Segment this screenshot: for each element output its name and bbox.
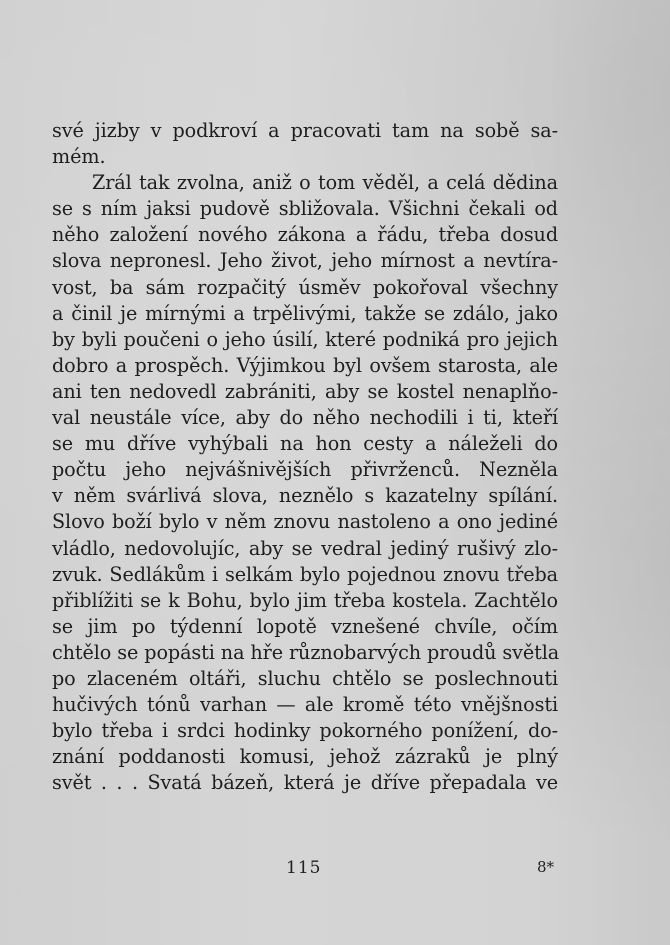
body-text	[52, 118, 558, 796]
text-line: mém.	[52, 145, 106, 169]
text-line: se mu dříve vyhýbali na hon cesty a náleželi do	[52, 432, 558, 456]
text-line: něho založení nového zákona a řádu, třeba dosud	[52, 223, 558, 247]
text-line: chtělo se popásti na hře různobarvých proudů světla	[52, 640, 560, 664]
text-line: přiblížiti se k Bohu, bylo jim třeba kostela. Zachtělo	[52, 588, 558, 612]
text-line: a činil je mírnými a trpělivými, takže se zdálo, jako	[52, 301, 558, 325]
text-line: slova nepronesl. Jeho život, jeho mírnost a nevtíra-	[52, 249, 558, 273]
text-line: by byli poučeni o jeho úsilí, které podniká pro jejich	[52, 327, 558, 351]
text-line: počtu jeho nejvášnivějších přivrženců. Nezněla	[52, 458, 558, 482]
text-line: dobro a prospěch. Výjimkou byl ovšem starosta, ale	[52, 353, 558, 377]
text-line: hučivých tónů varhan — ale kromě této vnějšnosti	[52, 693, 558, 717]
text-line: vost, ba sám rozpačitý úsměv pokořoval všechny	[52, 275, 558, 299]
text-line: vládlo, nedovolujíc, aby se vedral jediný rušivý zlo-	[52, 536, 558, 560]
text-line: bylo třeba i srdci hodinky pokorného ponížení, do-	[52, 719, 558, 743]
text-line: svět . . . Svatá bázeň, která je dříve přepadala ve	[52, 771, 558, 795]
page-number: 115	[286, 858, 322, 878]
text-line: v něm svárlivá slova, neznělo s kazatelny spílání.	[52, 484, 558, 508]
text-line: znání poddanosti komusi, jehož zázraků je plný	[52, 745, 558, 769]
text-line: po zlaceném oltáři, sluchu chtělo se poslechnouti	[52, 666, 558, 690]
text-line: ani ten nedovedl zabrániti, aby se kostel nenaplňo-	[52, 379, 558, 403]
text-line: se s ním jaksi pudově sbližovala. Všichni čekali od	[52, 197, 558, 221]
text-line-paragraph-start: Zrál tak zvolna, aniž o tom věděl, a celá dědina	[92, 171, 558, 195]
text-line: val neustále více, aby do něho nechodili i ti, kteří	[52, 406, 558, 430]
text-line: se jim po týdenní lopotě vznešené chvíle, očím	[52, 614, 558, 638]
signature-mark: 8*	[537, 858, 555, 876]
text-line: zvuk. Sedlákům i selkám bylo pojednou znovu třeba	[52, 562, 558, 586]
text-line: své jizby v podkroví a pracovati tam na sobě sa-	[52, 119, 558, 142]
text-line: Slovo boží bylo v něm znovu nastoleno a ono jediné	[52, 510, 558, 534]
